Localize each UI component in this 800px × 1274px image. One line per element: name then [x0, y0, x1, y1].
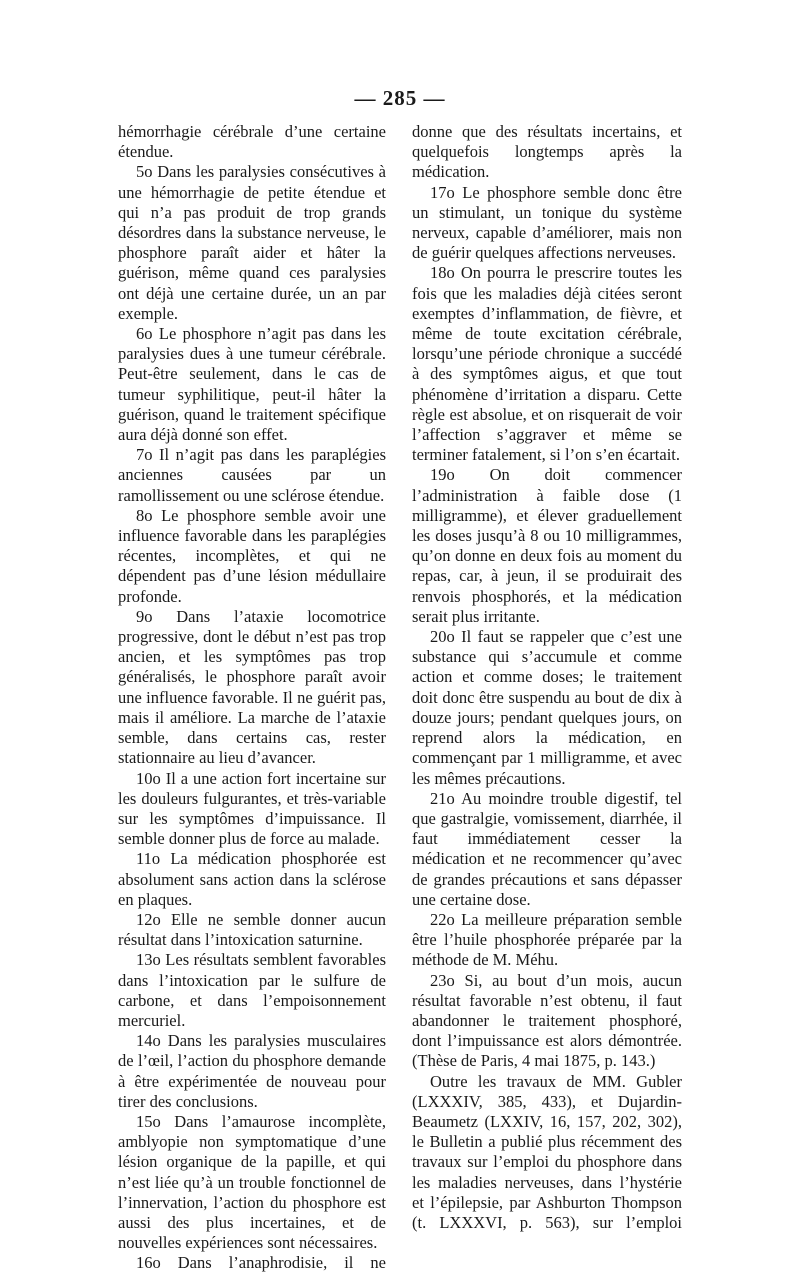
- paragraph: 17o Le phosphore semble donc être un stimulant, un tonique du système nerveux, capable d’améliorer, mais non de guérir quelques affections nerveuses.: [412, 182, 682, 263]
- paragraph: 21o Au moindre trouble digestif, tel que gastralgie, vomissement, diarrhée, il faut immédiatement cesser la médication et ne recommencer qu’avec de grandes précautions et sans dépasser une certaine dose.: [412, 788, 682, 909]
- left-column: [118, 122, 386, 1274]
- paragraph: 9o Dans l’ataxie locomotrice progressive, dont le début n’est pas trop ancien, et les symptômes pas trop généralisés, le phosphore paraît avoir une influence favorable. Il ne guérit pas, mais il améliore. La marche de l’ataxie semble, dans certains cas, rester stationnaire au lieu d’avancer.: [118, 606, 386, 768]
- paragraph: 5o Dans les paralysies consécutives à une hémorrhagie de petite étendue et qui n’a pas produit de trop grands désordres dans la substance nerveuse, le phosphore paraît aider et hâter la guérison, même quand ces paralysies ont déjà une certaine durée, un an par exemple.: [118, 162, 386, 323]
- paragraph: Outre les travaux de MM. Gubler (LXXXIV, 385, 433), et Dujardin-Beaumetz (LXXIV, 16, 157, 202, 302), le Bulletin a publié plus récemment des travaux sur l’emploi du phosphore dans les maladies nerveuses, dans l’hystérie et l’épilepsie, par Ashburton Thompson (t. LXXXVI, p. 563), sur l’emploi: [412, 1071, 682, 1232]
- paragraph: 15o Dans l’amaurose incomplète, amblyopie non symptomatique d’une lésion organique de la papille, et qui n’est liée qu’à un trouble fonctionnel de l’innervation, l’action du phosphore est aussi des plus incertaines, et de nouvelles expériences sont nécessaires.: [118, 1111, 386, 1253]
- paragraph: 6o Le phosphore n’agit pas dans les paralysies dues à une tumeur cérébrale. Peut-être seulement, dans le cas de tumeur syphilitique, peut-il hâter la guérison, quand le traitement spécifique aura déjà donné son effet.: [118, 324, 386, 445]
- page-number: — 285 —: [354, 86, 446, 110]
- paragraph: donne que des résultats incertains, et quelquefois longtemps après la médication.: [412, 122, 682, 182]
- paragraph: 7o Il n’agit pas dans les paraplégies anciennes causées par un ramollissement ou une sclérose étendue.: [118, 445, 386, 505]
- right-column: [412, 122, 682, 1233]
- paragraph: 14o Dans les paralysies musculaires de l’œil, l’action du phosphore demande à être expérimentée de nouveau pour tirer des conclusions.: [118, 1031, 386, 1111]
- paragraph: 8o Le phosphore semble avoir une influence favorable dans les paraplégies récentes, incomplètes, et qui ne dépendent pas d’une lésion médullaire profonde.: [118, 505, 386, 606]
- paragraph: 12o Elle ne semble donner aucun résultat dans l’intoxication saturnine.: [118, 909, 386, 950]
- paragraph: 10o Il a une action fort incertaine sur les douleurs fulgurantes, et très-variable sur les symptômes d’impuissance. Il semble donner plus de force au malade.: [118, 768, 386, 849]
- paragraph: 19o On doit commencer l’administration à faible dose (1 milligramme), et élever graduellement les doses jusqu’à 8 ou 10 milligrammes, qu’on donne en deux fois au moment du repas, car, à jeun, il se produirait des renvois phosphorés, et la médication serait plus irritante.: [412, 465, 682, 626]
- paragraph: 18o On pourra le prescrire toutes les fois que les maladies déjà citées seront exemptes d’inflammation, de fièvre, et même de toute excitation cérébrale, lorsqu’une période chronique a succédé à des symptômes aigus, et que tout phénomène d’irritation a disparu. Cette règle est absolue, et on risquerait de voir l’affection s’aggraver et même se terminer fatalement, si l’on s’en écartait.: [412, 263, 682, 465]
- paragraph: 13o Les résultats semblent favorables dans l’intoxication par le sulfure de carbone, et dans l’empoisonnement mercuriel.: [118, 950, 386, 1030]
- paragraph: 22o La meilleure préparation semble être l’huile phosphorée préparée par la méthode de M. Méhu.: [412, 909, 682, 970]
- paragraph: 23o Si, au bout d’un mois, aucun résultat favorable n’est obtenu, il faut abandonner le traitement phosphoré, dont l’impuissance est alors démontrée. (Thèse de Paris, 4 mai 1875, p. 143.): [412, 970, 682, 1071]
- paragraph: hémorrhagie cérébrale d’une certaine étendue.: [118, 122, 386, 162]
- paragraph: 16o Dans l’anaphrodisie, il ne: [136, 1253, 386, 1273]
- paragraph: 20o Il faut se rappeler que c’est une substance qui s’accumule et comme action et comme doses; le traitement doit donc être suspendu au bout de dix à douze jours; pendant quelques jours, on reprend alors la médication, en commençant par 1 milligramme, et avec les mêmes précautions.: [412, 627, 682, 788]
- paragraph: 11o La médication phosphorée est absolument sans action dans la sclérose en plaques.: [118, 849, 386, 909]
